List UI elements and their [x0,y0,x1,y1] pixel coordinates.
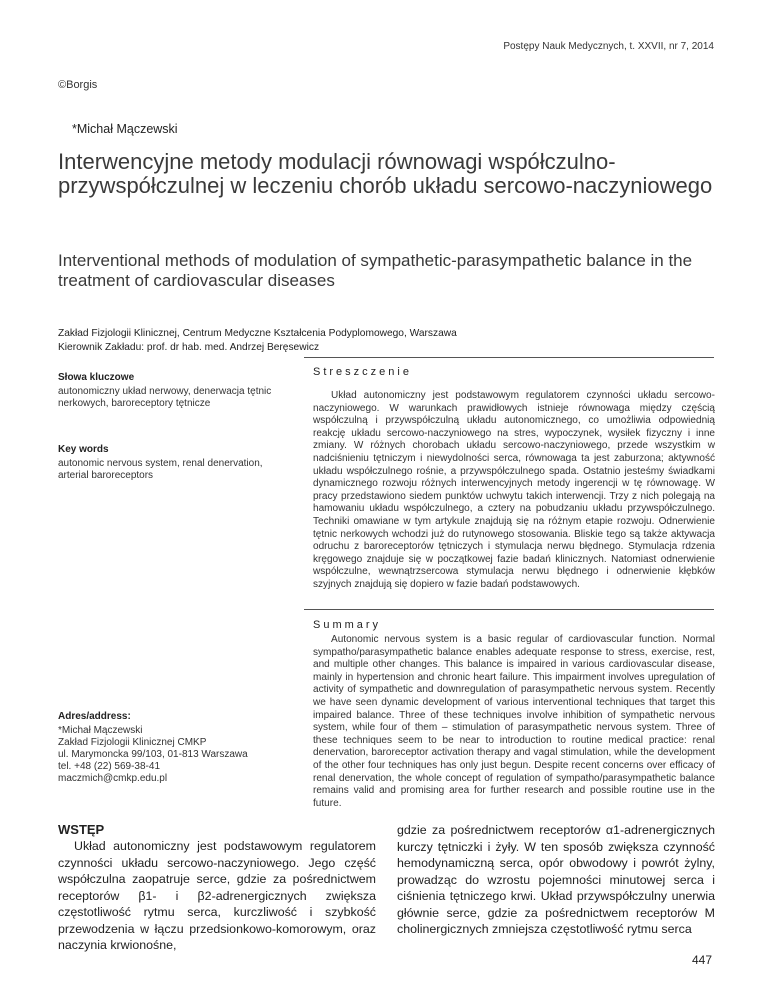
address-name: *Michał Mączewski [58,725,143,736]
correspondence-address [58,711,288,785]
affiliation-head: Kierownik Zakładu: prof. dr hab. med. Andrzej Beręsewicz [58,342,320,353]
address-dept: Zakład Fizjologii Klinicznej CMKP [58,737,207,748]
keywords-polish-text: autonomiczny układ nerwowy, denerwacja tętnic nerkowych, baroreceptory tętnicze [58,386,272,409]
journal-header: Postępy Nauk Medycznych, t. XXVII, nr 7, 2014 [503,41,714,52]
intro-column-1: Układ autonomiczny jest podstawowym regulatorem czynności układu sercowo-naczyniowego. Jego część współczulna zaopatruje serce, gdzie za pośrednictwem receptorów β1- i β2-adrenergicznych zwiększa częstotliwość rytmu serca, kurczliwość i szybkość przewodzenia w łączu przedsionkowo-komorowym, oraz naczynia krwionośne, [58,839,376,952]
affiliation [58,327,457,355]
keywords-english-text: autonomic nervous system, renal denervation, arterial baroreceptors [58,458,263,481]
title-english: Interventional methods of modulation of sympathetic-parasympathetic balance in the treatment of cardiovascular diseases [58,251,693,290]
address-street: ul. Marymoncka 99/103, 01-813 Warszawa [58,749,248,760]
page-number: 447 [691,953,712,967]
streszczenie-text: Układ autonomiczny jest podstawowym regulatorem czynności układu sercowo-naczyniowego. W warunkach prawidłowych istnieje równowaga między częścią współczulną i przywspółczulną układu autonomicznego, co umożliwia odpowiednią reakcję układu sercowo-naczyniowego na stres, wypoczynek, wysiłek fizyczny i inne zmiany. W różnych chorobach układu sercowo-naczyniowego, przede wszystkim w nadciśnieniu tętniczym i niewydolności serca, równowaga ta jest zaburzona; aktywność układu współczulnego rośnie, a przywspółczulnego spada. Ostatnio jesteśmy świadkami dynamicznego rozwoju różnych interwencyjnych metody ingerencji w tę równowagę. W pracy przedstawiono siedem punktów uchwytu takich interwencji. Trzy z nich polegają na hamowaniu układu współczulnego, a cztery na pobudzaniu układu przywspółczulnego. Techniki omawiane w tym artykule znajdują się na różnym etapie rozwoju. Odnerwienie tętnic nerkowych wchodzi już do rutynowego stosowania. Bliskie tego są także aktywacja odruchu z baroreceptorów tętniczych i stymulacja nerwu błędnego. Stymulacja rdzenia kręgowego znajduje się w początkowej fazie badań klinicznych. Natomiast odnerwienie współczulne, wewnątrzsercowa stymulacja nerwu błędnego i odnerwienie kłębków szyjnych znajdują się dopiero w fazie badań podstawowych. [313,390,715,590]
keywords-polish [58,372,288,410]
intro-heading: WSTĘP [58,822,105,837]
address-email: maczmich@cmkp.edu.pl [58,773,168,784]
summary-text: Autonomic nervous system is a basic regular of cardiovascular function. Normal sympatho/parasympathetic balance enables adequate response to stress, exercise, rest, and multiple other changes. This balance is impaired in various cardiovascular disease, mainly in hypertension and chronic heart failure. This impairment involves upregulation of activity of sympathetic and downregulation of parasympathetic nervous system. Recently we have seen dynamic development of various interventional techniques that target this impaired balance. Three of these techniques involve inhibition of sympathetic nervous system, while four of them – stimulation of parasympathetic nervous system. Three of these techniques seem to be near to introduction to routine medical practice: renal denervation, baroreceptor activation therapy and vagal stimulation, while the development of the other four techniques has only just begun. Despite recent concerns over efficacy of renal denervation, the whole concept of regulation of sympatho/parasympathetic balance remains valid and promising area for further research and possible routine use in the future. [313,634,715,809]
title-polish: Interwencyjne metody modulacji równowagi współczulno-przywspółczulnej w leczeniu chorób układu sercowo-naczyniowego [58,149,713,198]
author-name: *Michał Mączewski [72,122,178,136]
summary-heading: Summary [313,619,382,631]
summary-divider [304,609,714,610]
affiliation-institution: Zakład Fizjologii Klinicznej, Centrum Medyczne Kształcenia Podyplomowego, Warszawa [58,328,457,339]
streszczenie-heading: Streszczenie [313,366,412,378]
publisher-mark: ©Borgis [58,79,98,91]
keywords-polish-heading: Słowa kluczowe [58,372,135,383]
address-phone: tel. +48 (22) 569-38-41 [58,761,161,772]
intro-column-2: gdzie za pośrednictwem receptorów α1-adrenergicznych kurczy tętniczki i żyły. W ten sposób zwiększa czynność hemodynamiczną serca, opór obwodowy i powrót żylny, prowadząc do wzrostu pojemności minutowej serca i ciśnienia tętniczego krwi. Układ przywspółczulny unerwia głównie serce, gdzie za pośrednictwem receptorów M cholinergicznych zmniejsza częstotliwość rytmu serca [397,823,715,936]
abstract-divider-top [304,357,714,358]
keywords-english [58,444,288,482]
address-heading: Adres/address: [58,711,131,722]
keywords-english-heading: Key words [58,444,109,455]
